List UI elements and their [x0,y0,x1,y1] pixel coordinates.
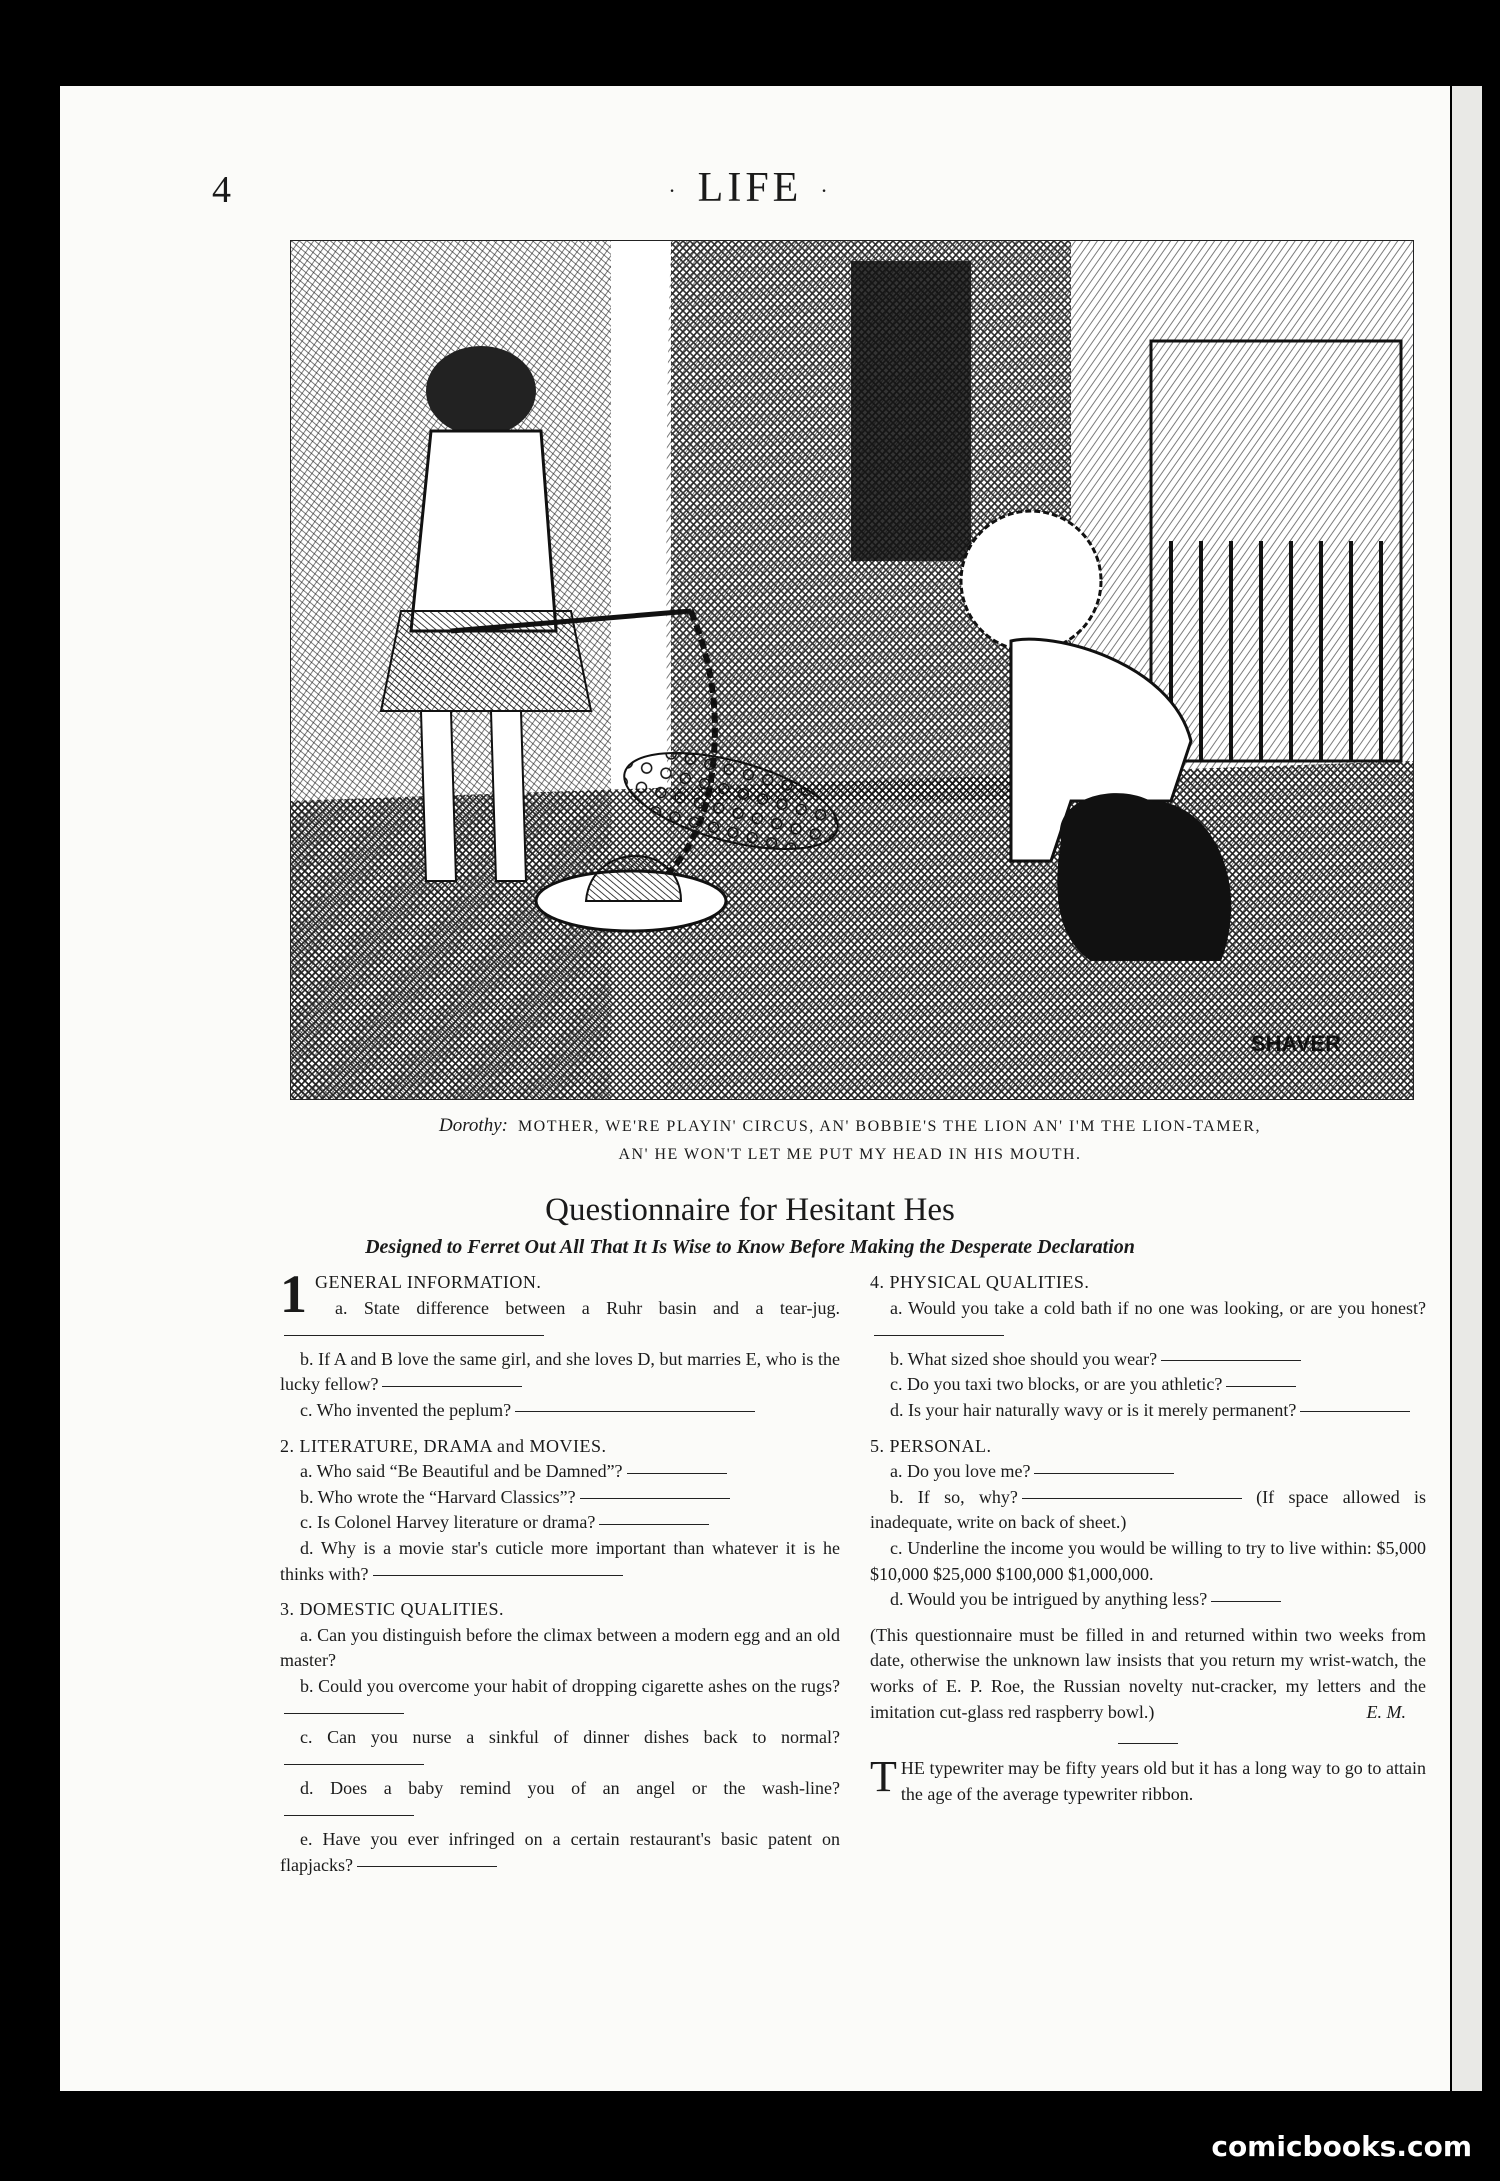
section-heading: 3. DOMESTIC QUALITIES. [280,1599,504,1620]
answer-line [515,1411,755,1412]
answer-line [874,1335,1004,1336]
watermark: comicbooks.com [1211,2130,1472,2163]
answer-line [284,1335,544,1336]
answer-line [1211,1601,1281,1602]
question-item: e. Have you ever infringed on a certain restaurant's basic patent on flapjacks? [280,1829,840,1876]
question-item: c. Who invented the peplum? [280,1398,840,1424]
question-item: a. Can you distinguish before the climax between a modern egg and an old master? [280,1624,840,1671]
answer-line [1161,1360,1301,1361]
author-signature: E. M. [1366,1701,1406,1722]
question-item: a. Would you take a cold bath if no one was looking, or are you honest? [870,1296,1426,1347]
answer-line [284,1713,404,1714]
question-item: c. Can you nurse a sinkful of dinner dishes back to normal? [280,1725,840,1776]
question-item: d. Would you be intrigued by anything less? [870,1587,1426,1613]
section-heading: 2. LITERATURE, DRAMA and MOVIES. [280,1435,607,1456]
question-item: a. Who said “Be Beautiful and be Damned”? [280,1459,840,1485]
question-item: b. What sized shoe should you wear? [870,1347,1426,1373]
section-general [280,1264,840,1424]
question-item: c. Underline the income you would be willing to try to live within: $5,000 $10,000 $25,000 $100,000 $1,000,000. [870,1537,1426,1584]
question-item: c. Is Colonel Harvey literature or drama? [280,1510,840,1536]
question-item: c. Do you taxi two blocks, or are you athletic? [870,1372,1426,1398]
caption-line-2: AN' HE WON'T LET ME PUT MY HEAD IN HIS MOUTH. [618,1146,1082,1163]
answer-line [1034,1473,1174,1474]
adjacent-page-edge [1452,86,1482,2091]
section-heading: 5. PERSONAL. [870,1435,992,1456]
answer-line [1226,1386,1296,1387]
question-item: d. Why is a movie star's cuticle more important than whatever it is he thinks with? [280,1537,840,1584]
left-column [280,1264,840,1889]
caption-speaker: Dorothy: [439,1115,508,1136]
answer-line [599,1524,709,1525]
question-item: b. If A and B love the same girl, and she loves D, but marries E, who is the lucky fellow? [280,1348,840,1395]
section-physical [870,1270,1426,1424]
answer-line [373,1575,623,1576]
artist-signature: SHAVER [1251,1031,1342,1056]
question-item: d. Does a baby remind you of an angel or the wash-line? [280,1776,840,1827]
masthead-title: LIFE [697,165,803,211]
filler-paragraph: THE typewriter may be fifty years old but it has a long way to go to attain the age of the average typewriter ribbon. [870,1752,1426,1804]
answer-line [382,1386,522,1387]
section-personal [870,1434,1426,1613]
answer-line [627,1473,727,1474]
question-item: a. State difference between a Ruhr basin and a tear-jug. [280,1296,840,1347]
cartoon-illustration [290,240,1414,1100]
caption-line-1: MOTHER, WE'RE PLAYIN' CIRCUS, AN' BOBBIE'S THE LION AN' I'M THE LION-TAMER, [517,1118,1261,1135]
right-column [870,1270,1426,1807]
section-heading: 4. PHYSICAL QUALITIES. [870,1272,1090,1292]
answer-line [284,1764,424,1765]
answer-line [1022,1498,1242,1499]
masthead-dot-left: · [668,178,680,204]
divider-rule [1118,1743,1178,1744]
article-subtitle: Designed to Ferret Out All That It Is Wise to Know Before Making the Desperate Declaration [365,1236,1135,1258]
question-item: b. If so, why? (If space allowed is inadequate, write on back of sheet.) [870,1486,1426,1533]
masthead [0,164,1500,212]
answer-line [580,1498,730,1499]
section-number-dropcap: 1 [280,1264,307,1324]
section-domestic [280,1597,840,1879]
masthead-dot-right: · [820,178,832,204]
article-title: Questionnaire for Hesitant Hes [545,1192,955,1228]
section-heading: GENERAL INFORMATION. [315,1272,542,1292]
question-item: b. Could you overcome your habit of dropping cigarette ashes on the rugs? [280,1674,840,1725]
cartoon-caption [300,1112,1400,1169]
answer-line [284,1815,414,1816]
page-number: 4 [212,169,231,211]
question-item: b. Who wrote the “Harvard Classics”? [280,1485,840,1511]
section-literature [280,1434,840,1588]
question-item: d. Is your hair naturally wavy or is it merely permanent? [870,1398,1426,1424]
cartoon-drawing [291,241,1413,1099]
answer-line [357,1866,497,1867]
closing-note: (This questionnaire must be filled in and returned within two weeks from date, otherwise the unknown law insists that you return my wrist-watch, the works of E. P. Roe, the Russian novelty nut-cracker, my letters and the imitation cut-glass red raspberry bowl.) E. M. [870,1623,1426,1725]
question-item: a. Do you love me? [870,1459,1426,1485]
filler-dropcap: T [870,1752,897,1802]
answer-line [1300,1411,1410,1412]
